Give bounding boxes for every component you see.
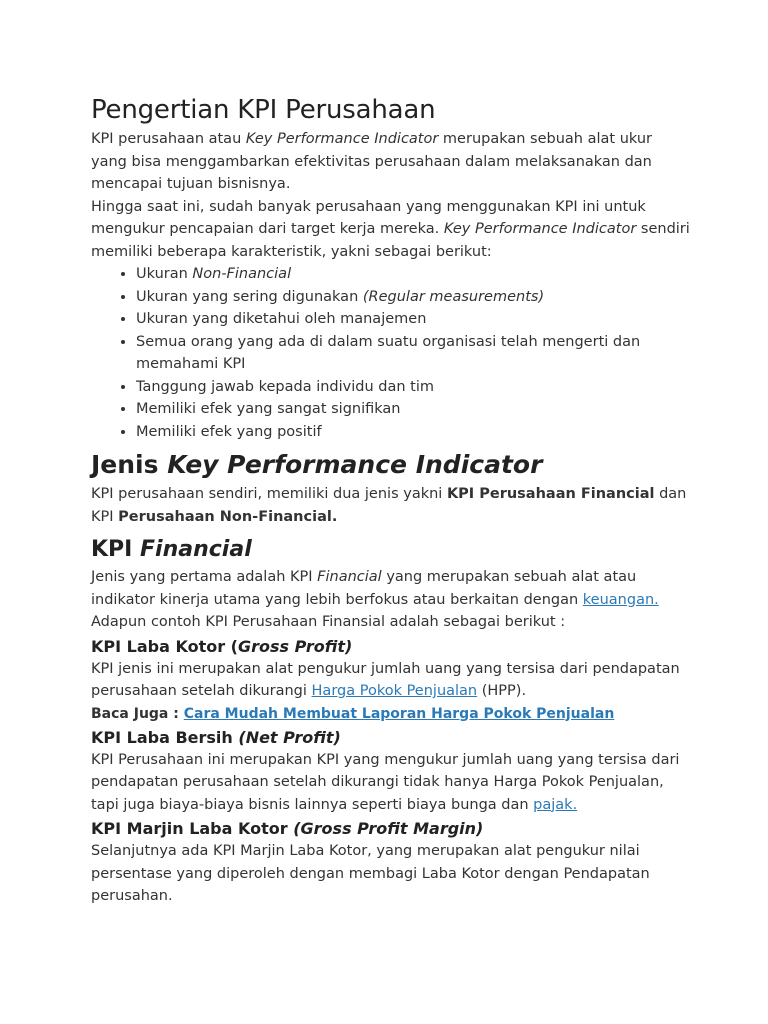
characteristics-list <box>91 263 691 443</box>
list-item: • Memiliki efek yang sangat signifikan <box>136 398 691 421</box>
section-title-financial: KPI Financial <box>91 537 252 562</box>
subtitle-net-profit: KPI Laba Bersih (Net Profit) <box>91 727 341 747</box>
link-baca-juga[interactable]: Cara Mudah Membuat Laporan Harga Pokok Penjualan <box>183 705 615 722</box>
paragraph-characteristics <box>91 196 691 264</box>
subtitle-gross-profit: KPI Laba Kotor (Gross Profit) <box>91 636 353 656</box>
list-item: • Semua orang yang ada di dalam suatu organisasi telah mengerti dan memahami KPI <box>136 331 691 376</box>
text: sendiri memiliki beberapa karakteristik, yakni sebagai berikut: <box>91 221 690 260</box>
text-italic: Key Performance Indicator <box>443 221 637 237</box>
text: merupakan sebuah alat ukur yang bisa menggambarkan efektivitas perusahaan dalam melaksanakan dan mencapai tujuan bisnisnya. <box>91 131 652 192</box>
paragraph-gross-margin: Selanjutnya ada KPI Marjin Laba Kotor, yang merupakan alat pengukur nilai persentase yang diperoleh dengan membagi Laba Kotor dengan Pendapatan perusahan. <box>91 843 650 904</box>
subtitle-gross-margin: KPI Marjin Laba Kotor (Gross Profit Margin) <box>91 819 484 838</box>
list-item: • Ukuran Non-Financial <box>136 263 691 286</box>
link-keuangan[interactable]: keuangan. <box>582 591 659 608</box>
paragraph-definition <box>91 128 691 196</box>
baca-juga-label: Baca Juga : <box>91 705 184 722</box>
paragraph-net-profit: KPI Perusahaan ini merupakan KPI yang mengukur jumlah uang yang tersisa dari pendapatan perusahaan setelah dikurangi tidak hanya Harga Pokok Penjualan, tapi juga biaya-biaya bisnis lainnya seperti biaya bunga dan pajak. <box>91 751 680 813</box>
section-title-pengertian: Pengertian KPI Perusahaan <box>91 95 436 125</box>
text: Hingga saat ini, sudah banyak perusahaan yang menggunakan KPI ini untuk mengukur pencapaian dari target kerja mereka. <box>91 198 646 237</box>
list-item: • Tanggung jawab kepada individu dan tim <box>136 376 691 399</box>
article-body <box>91 92 691 908</box>
list-item: • Ukuran yang sering digunakan (Regular measurements) <box>136 286 691 309</box>
list-item: • Memiliki efek yang positif <box>136 421 691 444</box>
link-harga-pokok-penjualan[interactable]: Harga Pokok Penjualan <box>311 683 478 699</box>
paragraph-gross-profit: KPI jenis ini merupakan alat pengukur jumlah uang yang tersisa dari pendapatan perusahaan setelah dikurangi Harga Pokok Penjualan (HPP). <box>91 660 680 699</box>
section-title-jenis: Jenis Key Performance Indicator <box>91 450 543 479</box>
text-italic: Key Performance Indicator <box>245 131 439 147</box>
baca-juga <box>91 703 691 725</box>
link-pajak[interactable]: pajak. <box>533 796 578 813</box>
paragraph-financial: Jenis yang pertama adalah KPI Financial yang merupakan sebuah alat atau indikator kinerja utama yang lebih berfokus atau berkaitan dengan keuangan. Adapun contoh KPI Perusahaan Finansial adalah sebagai berikut : <box>91 569 659 630</box>
text: KPI perusahaan atau <box>91 131 246 147</box>
list-item: • Ukuran yang diketahui oleh manajemen <box>136 308 691 331</box>
paragraph-jenis: KPI perusahaan sendiri, memiliki dua jenis yakni KPI Perusahaan Financial dan KPI Perusahaan Non-Financial. <box>91 486 687 525</box>
